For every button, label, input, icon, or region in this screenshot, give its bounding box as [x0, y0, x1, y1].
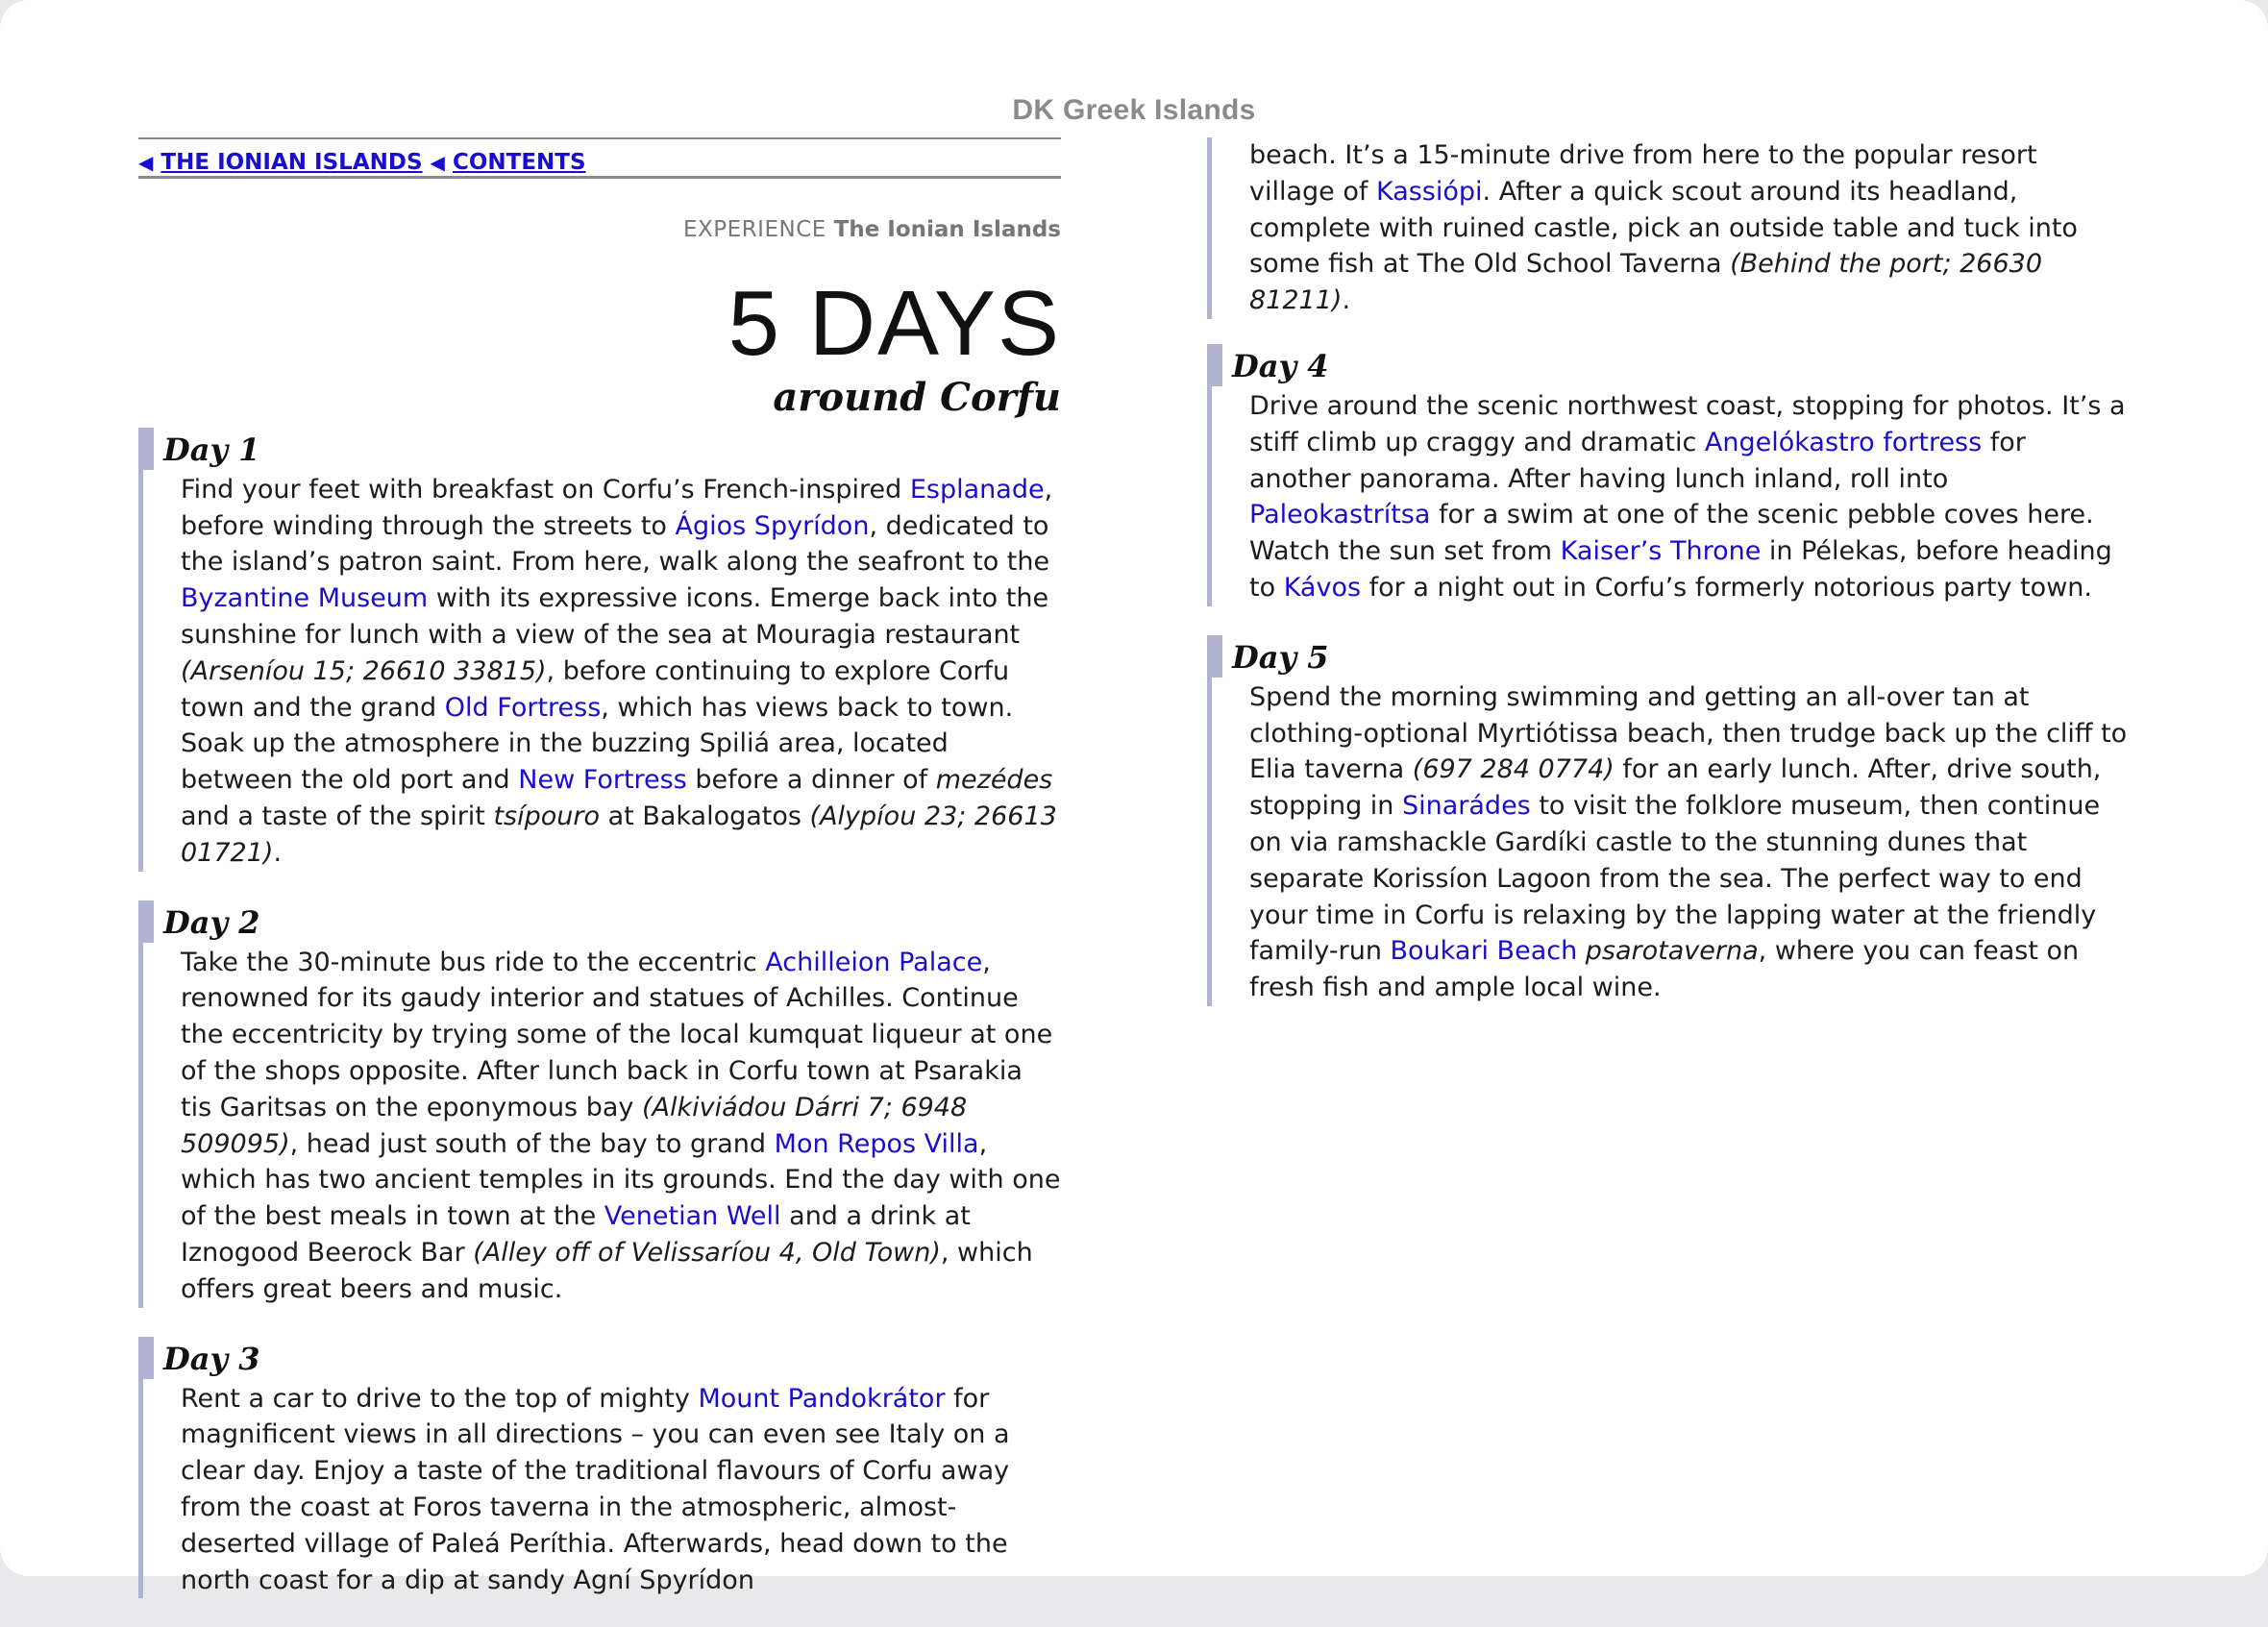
inline-link[interactable]: Kávos [1283, 572, 1362, 603]
body-text: for magnificent views in all directions – you can even see Italy on a clear day. Enjoy a taste of the traditional flavours of Corfu away from the coast at Foros taverna in the atmospheric, almost-deserted village of Paleá Períthia. Afterwards, head down to the north coast for a dip at sandy Agní Spyrídon [181, 1383, 1010, 1595]
body-text: . After a quick scout around its headland, complete with ruined castle, pick an outside table and tuck into some fish at The Old School Taverna [1249, 176, 2078, 280]
body-text: for a night out in Corfu’s formerly notorious party town. [1361, 572, 2092, 603]
italic-text: (697 284 0774) [1412, 754, 1615, 785]
body-text: to visit the folklore museum, then continue on via ramshackle Gardíki castle to the stunning dunes that separate Korissíon Lagoon from the sea. The perfect way to end your time in Corfu is relaxing by the lapping water at the friendly family-run [1249, 791, 2101, 967]
inline-link[interactable]: Venetian Well [604, 1201, 781, 1232]
italic-text: (Alkiviádou Dárri 7; 6948 509095) [181, 1092, 968, 1159]
body-text: , dedicated to the island’s patron saint. From here, walk along the seafront to the [181, 510, 1050, 578]
italic-text: (Behind the port; 26630 81211) [1249, 249, 2043, 316]
inline-link[interactable]: New Fortress [518, 765, 687, 796]
body-text: and a taste of the spirit [181, 801, 494, 831]
body-text: , which has views back to town. Soak up the atmosphere in the buzzing Spiliá area, located between the old port and [181, 692, 1014, 796]
body-text: , head just south of the bay to grand [289, 1128, 775, 1159]
back-arrow-icon: ◀ [138, 151, 154, 174]
day-heading: Day 1 [138, 428, 1061, 472]
body-text: , where you can feast on fresh fish and ample local wine. [1249, 936, 2080, 1003]
body-text: Rent a car to drive to the top of mighty [181, 1383, 699, 1414]
body-text: Take the 30-minute bus ride to the eccentric [181, 947, 766, 977]
day-1-section [138, 428, 1061, 872]
day-heading: Day 3 [138, 1337, 1061, 1381]
italic-text: tsípouro [493, 801, 601, 831]
day-4-section [1207, 344, 2130, 606]
day-3-continuation [1207, 137, 2130, 319]
italic-text: mezédes [935, 765, 1053, 796]
body-text: beach. It’s a 15-minute drive from here to the popular resort village of [1249, 140, 2037, 207]
day-body [1249, 679, 2130, 1006]
inline-link[interactable]: Paleokastrítsa [1249, 500, 1431, 530]
body-text: with its expressive icons. Emerge back into the sunshine for lunch with a view of the sea at Mouragia restaurant [181, 583, 1049, 650]
body-text: , which has two ancient temples in its grounds. End the day with one of the best meals in town at the [181, 1128, 1061, 1232]
page-subtitle: around Corfu [773, 374, 1061, 420]
body-text: for another panorama. After having lunch inland, roll into [1249, 427, 2026, 494]
inline-link[interactable]: Achilleion Palace [765, 947, 983, 977]
body-text: at Bakalogatos [600, 801, 810, 831]
kicker-region: The Ionian Islands [833, 217, 1061, 242]
link-contents[interactable]: CONTENTS [452, 150, 586, 175]
right-column [1207, 137, 2130, 1035]
italic-text: psarotaverna [1585, 936, 1759, 967]
inline-link[interactable]: Mon Repos Villa [774, 1128, 979, 1159]
day-body [1249, 388, 2130, 606]
italic-text: (Arseníou 15; 26610 33815) [181, 655, 547, 686]
inline-link[interactable]: Esplanade [909, 474, 1045, 505]
page-title: 5 DAYS [727, 271, 1061, 375]
body-text: and a drink at Iznogood Beerock Bar [181, 1201, 971, 1268]
body-text: , renowned for its gaudy interior and statues of Achilles. Continue the eccentricity by trying some of the local kumquat liqueur at one of the shops opposite. After lunch back in Corfu town at Psarakia tis Garitsas on the eponymous bay [181, 947, 1053, 1122]
body-text: before a dinner of [686, 765, 936, 796]
body-text: , which offers great beers and music. [181, 1237, 1033, 1304]
inline-link[interactable]: Mount Pandokrátor [698, 1383, 946, 1414]
body-text: . [273, 837, 283, 868]
body-text [1577, 936, 1586, 966]
day-heading: Day 4 [1207, 344, 2130, 388]
inline-link[interactable]: Kassiópi [1375, 176, 1483, 207]
body-text: for an early lunch. After, drive south, stopping in [1249, 754, 2102, 822]
inline-link[interactable]: Angelókastro fortress [1704, 427, 1983, 457]
day-body [1249, 137, 2130, 319]
inline-link[interactable]: Ágios Spyrídon [675, 510, 870, 541]
inline-link[interactable]: Byzantine Museum [181, 583, 429, 614]
day-body [181, 1381, 1061, 1599]
body-text: , before continuing to explore Corfu town and the grand [181, 655, 1010, 723]
body-text: Spend the morning swimming and getting an all-over tan at clothing-optional Myrtiótissa beach, then trudge back up the cliff to Elia taverna [1249, 681, 2128, 785]
back-arrow-icon: ◀ [430, 151, 445, 174]
day-heading: Day 5 [1207, 635, 2130, 679]
link-ionian-islands[interactable]: THE IONIAN ISLANDS [160, 150, 423, 175]
body-text: , before winding through the streets to [181, 474, 1053, 541]
section-kicker [138, 212, 1061, 249]
body-text: for a swim at one of the scenic pebble coves here. Watch the sun set from [1249, 500, 2094, 567]
day-heading: Day 2 [138, 900, 1061, 945]
inline-link[interactable]: Boukari Beach [1390, 936, 1578, 967]
italic-text: (Alypíou 23; 26613 01721) [181, 801, 1057, 868]
book-title: DK Greek Islands [1012, 94, 1256, 126]
day-body [181, 472, 1061, 872]
body-text: in Pélekas, before heading to [1249, 536, 2112, 603]
body-text: . [1342, 285, 1351, 316]
day-3-section [138, 1337, 1061, 1599]
day-5-section [1207, 635, 2130, 1006]
inline-link[interactable]: Sinarádes [1401, 791, 1531, 822]
day-2-section [138, 900, 1061, 1308]
left-column [138, 137, 1061, 1627]
breadcrumb [138, 137, 1061, 179]
body-text: Find your feet with breakfast on Corfu’s French-inspired [181, 474, 910, 505]
kicker-section: EXPERIENCE [683, 217, 826, 242]
inline-link[interactable]: Kaiser’s Throne [1560, 536, 1762, 567]
body-text: Drive around the scenic northwest coast, stopping for photos. It’s a stiff climb up craggy and dramatic [1249, 390, 2126, 457]
italic-text: (Alley off of Velissaríou 4, Old Town) [473, 1237, 941, 1268]
inline-link[interactable]: Old Fortress [444, 692, 602, 723]
day-body [181, 945, 1061, 1308]
